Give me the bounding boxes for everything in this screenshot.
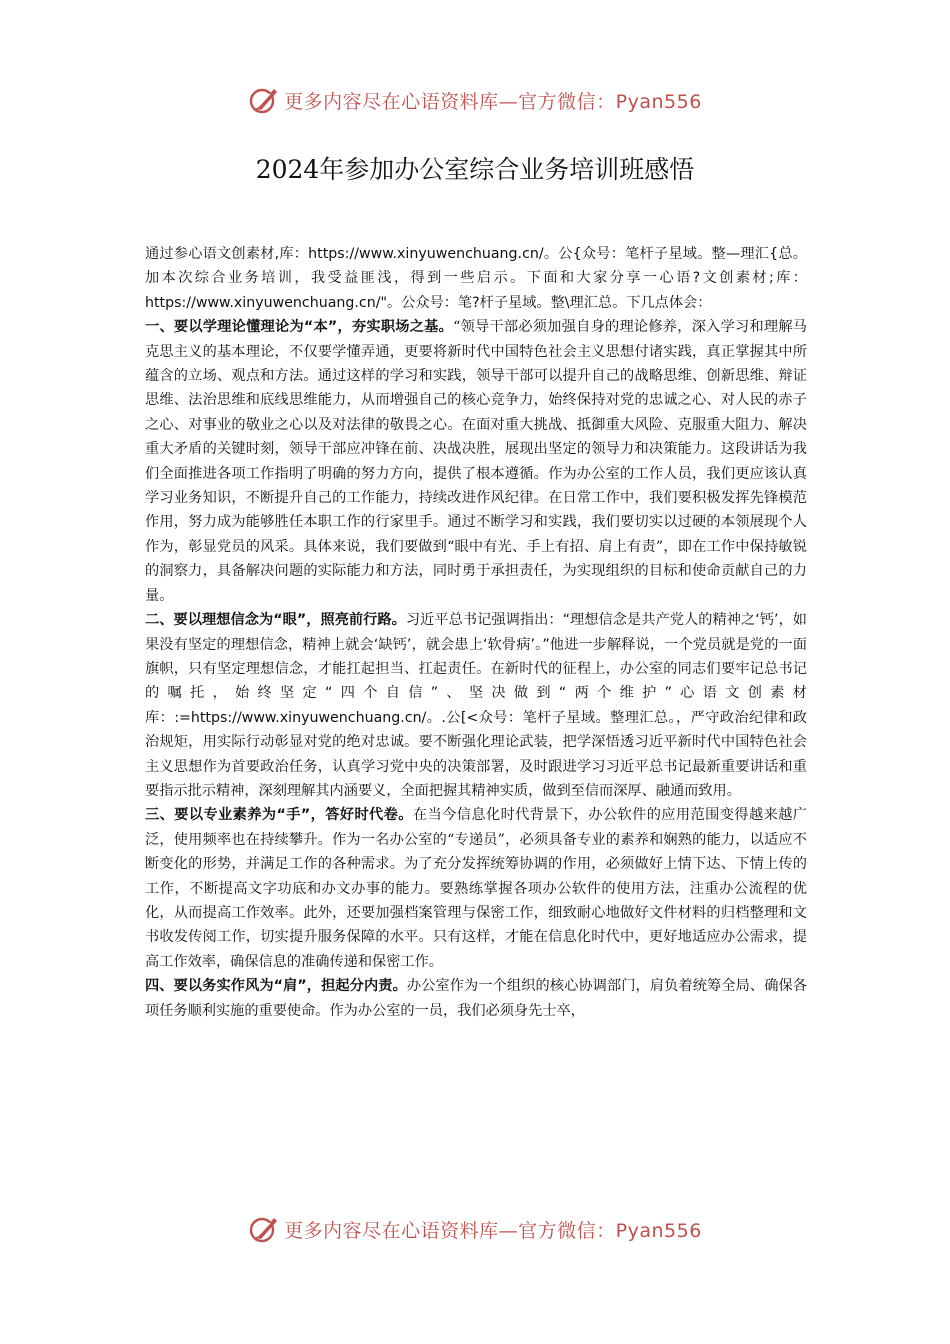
section-3: [145, 803, 807, 974]
section-heading: 三、要以专业素养为“手”，答好时代卷。: [145, 807, 413, 824]
section-text: 在当今信息化时代背景下，办公软件的应用范围变得越来越广泛，使用频率也在持续攀升。作为一名办公室的“专递员”，必须具备专业的素养和娴熟的能力，以适应不断变化的形势，并满足工作的各种需求。为了充分发挥统筹协调的作用，必须做好上情下达、下情上传的工作，不断提高文字功底和办文办事的能力。要熟练掌握各项办公软件的使用方法，注重办公流程的优化，从而提高工作效率。此外，还要加强档案管理与保密工作，细致耐心地做好文件材料的归档整理和文书收发传阅工作，切实提升服务保障的水平。只有这样，才能在信息化时代中，更好地适应办公需求，提高工作效率，确保信息的准确传递和保密工作。: [145, 807, 807, 970]
document-body: [145, 242, 807, 1023]
section-text: 办公室作为一个组织的核心协调部门，肩负着统筹全局、确保各项任务顺利实施的重要使命。作为办公室的一员，我们必须身先士卒，: [145, 978, 807, 1019]
banner-text: 更多内容尽在心语资料库—官方微信：Pyan556: [284, 90, 702, 113]
section-1: [145, 315, 807, 608]
section-text: 习近平总书记强调指出：“理想信念是共产党人的精神之‘钙’，如果没有坚定的理想信念，精神上就会‘缺钙’，就会患上‘软骨病’。”他进一步解释说，一个党员就是党的一面旗帜，只有坚定理想信念，才能扛起担当、扛起责任。在新时代的征程上，办公室的同志们要牢记总书记的嘱托，始终坚定“四个自信”、坚决做到“两个维护”心语文创素材库：:=https://www.xinyuwenchuang.cn/。.公[<众号：笔杆子星域。整理汇总。，严守政治纪律和政治规矩，用实际行动彰显对党的绝对忠诚。要不断强化理论武装，把学深悟透习近平新时代中国特色社会主义思想作为首要政治任务，认真学习党中央的决策部署，及时跟进学习习近平总书记最新重要讲话和重要指示批示精神，深刻理解其内涵要义，全面把握其精神实质，做到至信而深厚、融通而致用。: [145, 612, 807, 799]
section-4: [145, 974, 807, 1023]
quill-logo-icon: [248, 1213, 280, 1245]
footer-banner: [0, 1211, 950, 1247]
quill-logo-icon: [248, 84, 280, 116]
section-heading: 四、要以务实作风为“肩”，担起分内责。: [145, 978, 407, 995]
section-text: “领导干部必须加强自身的理论修养，深入学习和理解马克思主义的基本理论，不仅要学懂弄通，更要将新时代中国特色社会主义思想付诸实践，真正掌握其中所蕴含的立场、观点和方法。通过这样的学习和实践，领导干部可以提升自己的战略思维、创新思维、辩证思维、法治思维和底线思维能力，从而增强自己的核心竞争力，始终保持对党的忠诚之心、对人民的赤子之心、对事业的敬业之心以及对法律的敬畏之心。在面对重大挑战、抵御重大风险、克服重大阻力、解决重大矛盾的关键时刻，领导干部应冲锋在前、决战决胜，展现出坚定的领导力和决策能力。这段讲话为我们全面推进各项工作指明了明确的努力方向，提供了根本遵循。作为办公室的工作人员，我们更应该认真学习业务知识，不断提升自己的工作能力，持续改进作风纪律。在日常工作中，我们要积极发挥先锋模范作用，努力成为能够胜任本职工作的行家里手。通过不断学习和实践，我们要切实以过硬的本领展现个人作为，彰显党员的风采。具体来说，我们要做到“眼中有光、手上有招、肩上有责”，即在工作中保持敏锐的洞察力，具备解决问题的实际能力和方法，同时勇于承担责任，为实现组织的目标和使命贡献自己的力量。: [145, 319, 807, 604]
document-title: 2024年参加办公室综合业务培训班感悟: [255, 155, 695, 184]
section-2: [145, 608, 807, 803]
section-heading: 二、要以理想信念为“眼”，照亮前行路。: [145, 612, 406, 629]
wechat-id: Pyan556: [615, 1219, 702, 1242]
banner-text: 更多内容尽在心语资料库—官方微信：Pyan556: [284, 1219, 702, 1242]
intro-paragraph: 通过参心语文创素材,库：https://www.xinyuwenchuang.cn/。公{众号：笔杆子星域。整—理汇{总。加本次综合业务培训，我受益匪浅，得到一些启示。下面和大家分享一心语?文创素材;库：https://www.xinyuwenchuang.cn/"。公众号：笔?杆子星域。整\理汇总。下几点体会：: [145, 246, 807, 311]
section-heading: 一、要以学理论懂理论为“本”，夯实职场之基。: [145, 319, 454, 336]
header-banner: [0, 82, 950, 118]
wechat-id: Pyan556: [615, 90, 702, 113]
